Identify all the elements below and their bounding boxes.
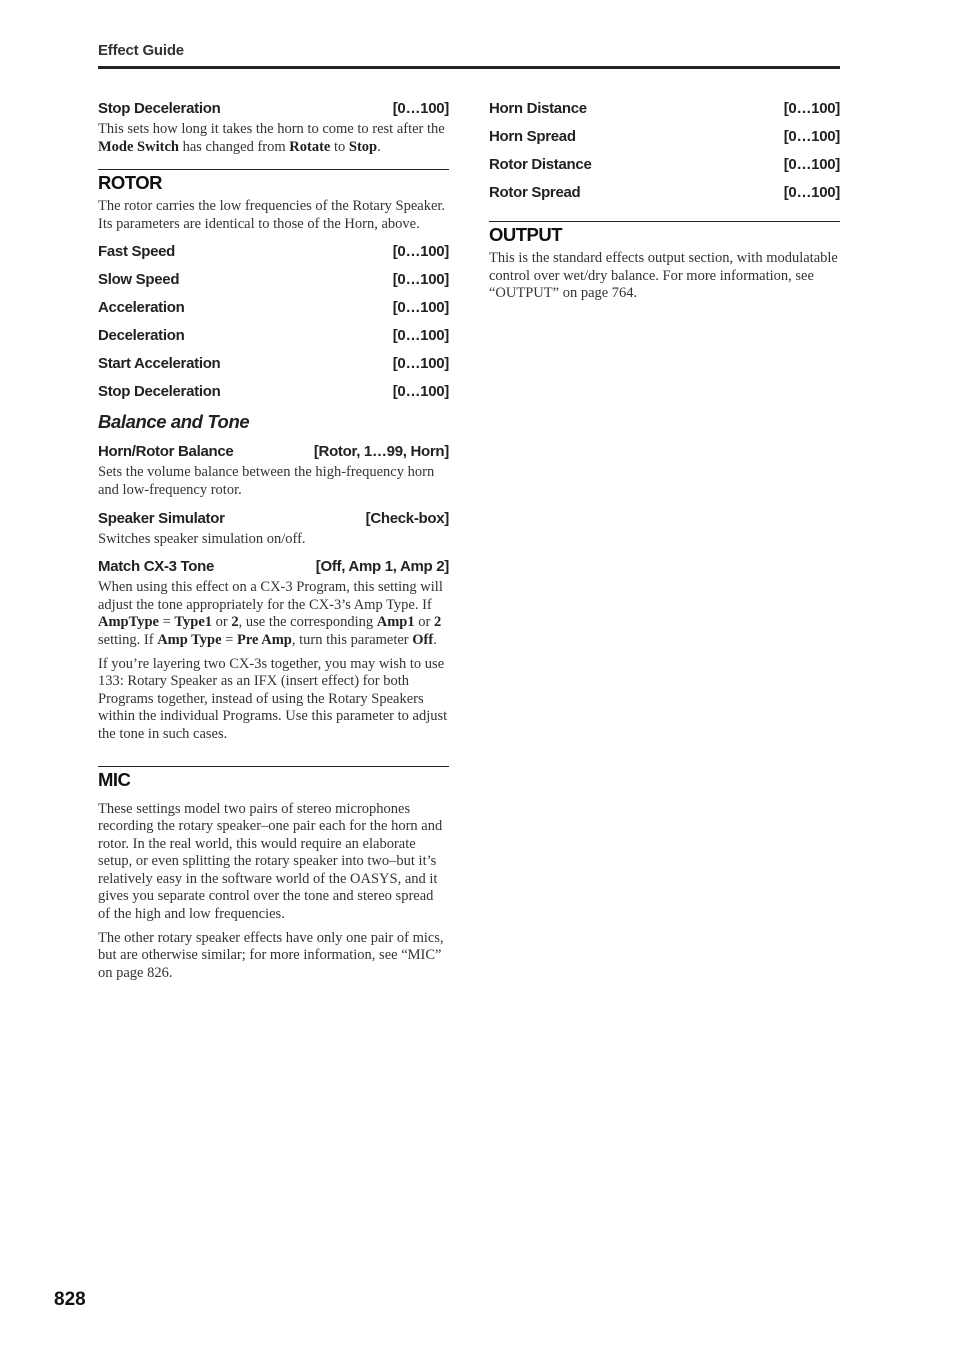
param-name: Stop Deceleration [98, 100, 221, 117]
mic-section [98, 766, 449, 983]
param-name: Start Acceleration [98, 355, 221, 373]
param-name: Fast Speed [98, 243, 176, 261]
param-range: [0…100] [392, 271, 449, 289]
param-horn-distance [489, 100, 840, 117]
param-stop-deceleration-rotor [98, 383, 449, 400]
match-cx3-description-2: If you’re layering two CX-3s together, you may wish to use 133: Rotary Speaker as an IFX (insert effect) for both Programs together, instead of using the Rotary Speakers within the individual Programs. Use this parameter to adjust the tone in such cases. [98, 655, 448, 742]
param-range: [0…100] [783, 156, 840, 173]
param-name: Horn Spread [489, 128, 576, 145]
header-title: Effect Guide [98, 42, 184, 59]
param-slow-speed [98, 271, 449, 288]
param-name: Speaker Simulator [98, 509, 225, 527]
rotor-heading: ROTOR [98, 172, 162, 194]
param-range: [0…100] [392, 327, 449, 345]
speaker-simulator-description: Switches speaker simulation on/off. [98, 530, 306, 547]
param-range: [0…100] [783, 100, 840, 117]
param-range: [0…100] [392, 100, 449, 117]
param-rotor-spread [489, 184, 840, 201]
mic-description-1: These settings model two pairs of stereo microphones recording the rotary speaker–one pair each for the horn and rotor. In the real world, this would require an elaborate setup, or even splitting the rotary speaker into two–but it’s relatively easy in the software world of the OASYS, and it gives you separate control over the tone and stereo spread of the high and low frequencies. [98, 800, 443, 923]
left-column [98, 100, 449, 982]
param-name: Acceleration [98, 299, 185, 317]
param-range: [0…100] [392, 299, 449, 317]
param-match-cx3-tone [98, 558, 449, 575]
param-name: Horn/Rotor Balance [98, 443, 234, 461]
param-name: Stop Deceleration [98, 383, 221, 401]
output-heading: OUTPUT [489, 224, 563, 245]
param-fast-speed [98, 243, 449, 260]
stop-deceleration-description: This sets how long it takes the horn to come to rest after the Mode Switch has changed from Rotate to Stop. [98, 121, 445, 155]
header-rule [98, 66, 840, 69]
param-name: Horn Distance [489, 100, 587, 117]
param-range: [0…100] [783, 128, 840, 145]
param-range: [Rotor, 1…99, Horn] [313, 443, 449, 461]
param-start-acceleration [98, 355, 449, 372]
param-range: [Off, Amp 1, Amp 2] [315, 558, 449, 576]
right-column [489, 100, 840, 303]
mic-heading: MIC [98, 768, 131, 790]
param-name: Rotor Spread [489, 184, 581, 201]
balance-tone-heading: Balance and Tone [98, 411, 250, 433]
param-rotor-distance [489, 156, 840, 173]
param-name: Slow Speed [98, 271, 180, 289]
param-speaker-simulator [98, 510, 449, 527]
page-number: 828 [54, 1289, 86, 1310]
param-range: [0…100] [392, 355, 449, 373]
param-name: Deceleration [98, 327, 185, 345]
param-acceleration [98, 299, 449, 316]
param-range: [0…100] [783, 184, 840, 201]
rotor-description: The rotor carries the low frequencies of the Rotary Speaker. Its parameters are identical to those of the Horn, above. [98, 198, 446, 232]
output-description: This is the standard effects output section, with modulatable control over wet/dry balance. For more information, see “OUTPUT” on page 764. [489, 250, 838, 302]
param-name: Rotor Distance [489, 156, 592, 173]
mic-description-2: The other rotary speaker effects have only one pair of mics, but are otherwise similar; for more information, see “MIC” on page 826. [98, 929, 444, 981]
param-range: [0…100] [392, 243, 449, 261]
param-range: [0…100] [392, 383, 449, 401]
param-stop-deceleration [98, 100, 449, 117]
param-horn-spread [489, 128, 840, 145]
match-cx3-description: When using this effect on a CX-3 Program, this setting will adjust the tone appropriately for the CX-3’s Amp Type. If AmpType = Type1 or 2, use the corresponding Amp1 or 2 setting. If Amp Type = Pre Amp, turn this parameter Off. [98, 579, 443, 648]
page-header [98, 42, 839, 60]
param-deceleration [98, 327, 449, 344]
output-section [489, 221, 840, 303]
horn-rotor-description: Sets the volume balance between the high-frequency horn and low-frequency rotor. [98, 464, 435, 498]
param-name: Match CX-3 Tone [98, 558, 215, 576]
param-horn-rotor-balance [98, 443, 449, 460]
rotor-section [98, 169, 449, 400]
param-range: [Check-box] [365, 509, 449, 527]
